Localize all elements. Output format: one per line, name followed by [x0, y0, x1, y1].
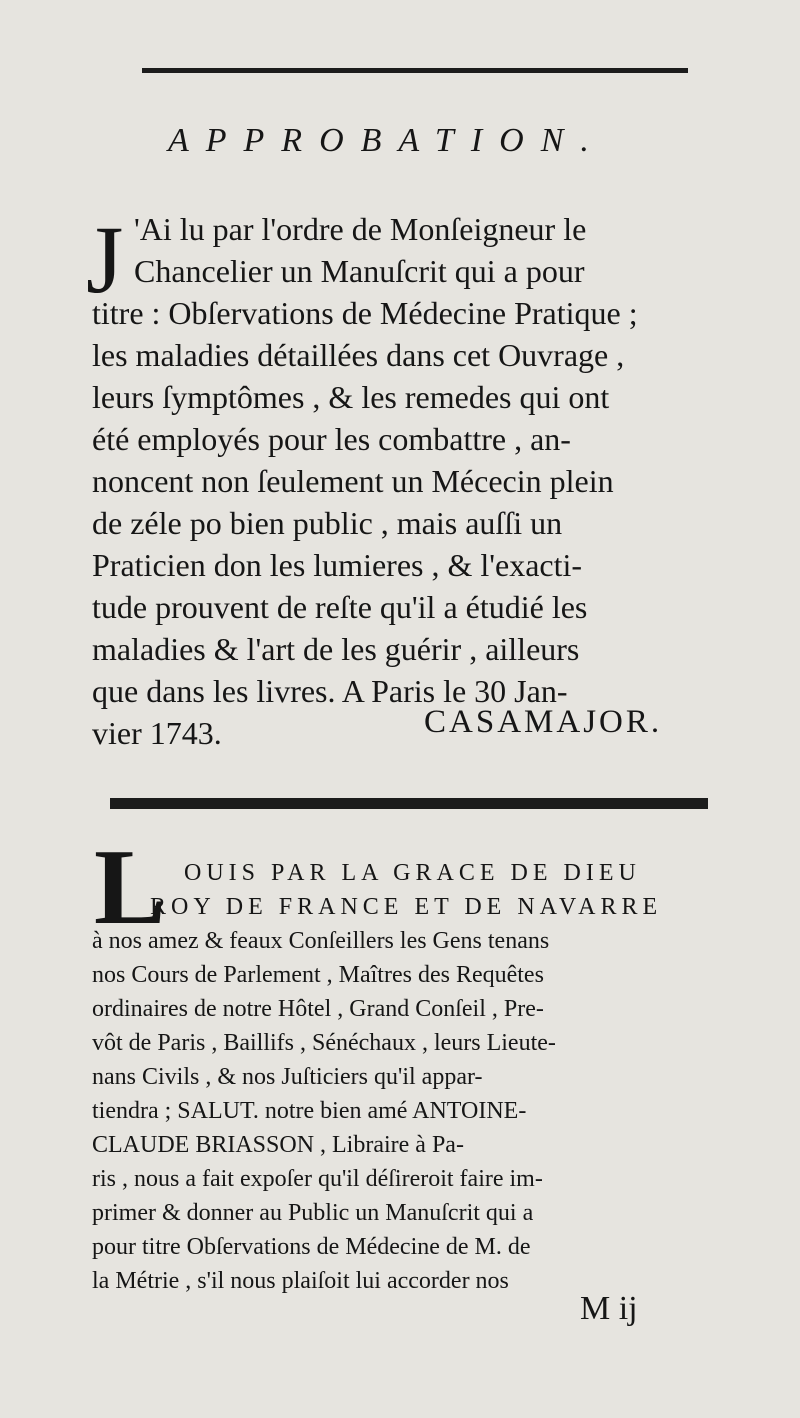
approbation-line: de zéle po bien public , mais auſſi un [92, 505, 563, 541]
privilege-line: vôt de Paris , Baillifs , Sénéchaux , leurs Lieute- [92, 1030, 556, 1056]
approbation-heading: APPROBATION. [168, 122, 606, 159]
privilege-line: OUIS PAR LA GRACE DE DIEU [184, 860, 641, 886]
approbation-line: tude prouvent de reſte qu'il a étudié les [92, 589, 588, 625]
approbation-line: leurs ſymptômes , & les remedes qui ont [92, 379, 610, 415]
privilege-line: primer & donner au Public un Manuſcrit qui a [92, 1200, 534, 1226]
section-rule [110, 798, 708, 809]
privilege-line: tiendra ; SALUT. notre bien amé ANTOINE- [92, 1098, 527, 1124]
approbation-line: titre : Obſervations de Médecine Pratique ; [92, 295, 638, 331]
approbation-line: que dans les livres. A Paris le 30 Jan- [92, 673, 568, 709]
approbation-line: noncent non ſeulement un Mécecin plein [92, 463, 614, 499]
approbation-line: 'Ai lu par l'ordre de Monſeigneur le [134, 211, 587, 247]
approbation-line: Chancelier un Manuſcrit qui a pour [134, 253, 585, 289]
approbation-line: été employés pour les combattre , an- [92, 421, 571, 457]
privilege-line: nos Cours de Parlement , Maîtres des Requêtes [92, 962, 544, 988]
privilege-line: à nos amez & feaux Conſeillers les Gens tenans [92, 928, 550, 954]
approbation-signature: CASAMAJOR. [424, 704, 663, 740]
privilege-line: pour titre Obſervations de Médecine de M. de [92, 1234, 531, 1260]
privilege-line: ordinaires de notre Hôtel , Grand Conſeil , Pre- [92, 996, 544, 1022]
signature-mark: M ij [580, 1290, 638, 1327]
privilege-line: la Métrie , s'il nous plaiſoit lui accorder nos [92, 1268, 509, 1294]
approbation-drop-cap: J [86, 206, 124, 313]
top-rule [142, 68, 688, 73]
privilege-line: CLAUDE BRIASSON , Libraire à Pa- [92, 1132, 464, 1158]
privilege-line: ROY DE FRANCE ET DE NAVARRE [150, 894, 663, 920]
privilege-line: nans Civils , & nos Juſticiers qu'il appar- [92, 1064, 483, 1090]
approbation-line: Praticien don les lumieres , & l'exacti- [92, 547, 583, 583]
approbation-line: maladies & l'art de les guérir , ailleurs [92, 631, 580, 667]
approbation-line: vier 1743. [92, 715, 222, 751]
privilege-line: ris , nous a fait expoſer qu'il déſireroit faire im- [92, 1166, 543, 1192]
approbation-line: les maladies détaillées dans cet Ouvrage , [92, 337, 625, 373]
privilege-drop-cap: L [94, 828, 167, 947]
